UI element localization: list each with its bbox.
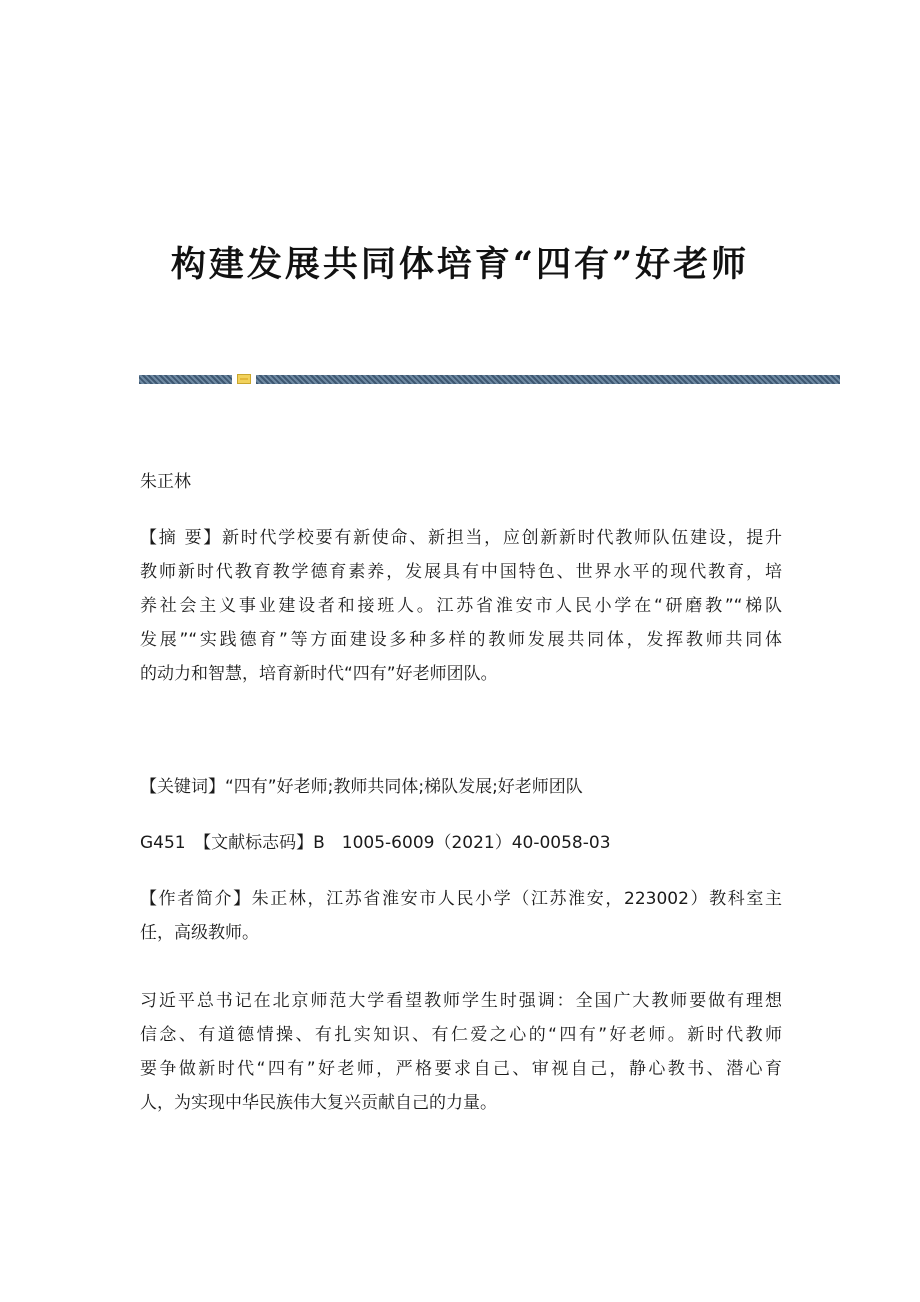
author-intro-paragraph xyxy=(140,882,782,950)
body-line: 信念、有道德情操、有扎实知识、有仁爱之心的“四有”好老师。新时代教师 xyxy=(140,1025,782,1045)
author-name: 朱正林 xyxy=(140,472,191,492)
classification-block xyxy=(140,826,782,860)
keywords-block xyxy=(140,770,782,804)
abstract-line: 的动力和智慧，培育新时代“四有”好老师团队。 xyxy=(140,664,498,684)
body-line: 人，为实现中华民族伟大复兴贡献自己的力量。 xyxy=(140,1093,497,1113)
title-divider xyxy=(139,375,840,384)
body-line: 习近平总书记在北京师范大学看望教师学生时强调：全国广大教师要做有理想 xyxy=(140,991,782,1011)
article-title: 构建发展共同体培育“四有”好老师 xyxy=(170,244,750,286)
envelope-icon xyxy=(237,374,251,384)
abstract-paragraph xyxy=(140,521,782,691)
abstract-line: 【摘 要】新时代学校要有新使命、新担当，应创新新时代教师队伍建设，提升 xyxy=(140,528,782,548)
abstract-line: 发展”“实践德育”等方面建设多种多样的教师发展共同体，发挥教师共同体 xyxy=(140,630,782,650)
author-intro-line: 任，高级教师。 xyxy=(140,923,259,943)
author-intro-line: 【作者简介】朱正林，江苏省淮安市人民小学（江苏淮安，223002）教科室主 xyxy=(140,889,782,909)
classification-line: G451 【文献标志码】B 1005-6009（2021）40-0058-03 xyxy=(140,833,611,853)
abstract-line: 养社会主义事业建设者和接班人。江苏省淮安市人民小学在“研磨教”“梯队 xyxy=(140,596,782,616)
keywords-line: 【关键词】“四有”好老师;教师共同体;梯队发展;好老师团队 xyxy=(140,777,583,797)
body-line: 要争做新时代“四有”好老师，严格要求自己、审视自己，静心教书、潜心育 xyxy=(140,1059,782,1079)
divider-bar-left xyxy=(139,375,232,384)
divider-bar-right xyxy=(256,375,840,384)
body-paragraph xyxy=(140,984,782,1120)
abstract-line: 教师新时代教育教学德育素养，发展具有中国特色、世界水平的现代教育，培 xyxy=(140,562,782,582)
author-block xyxy=(140,465,782,499)
